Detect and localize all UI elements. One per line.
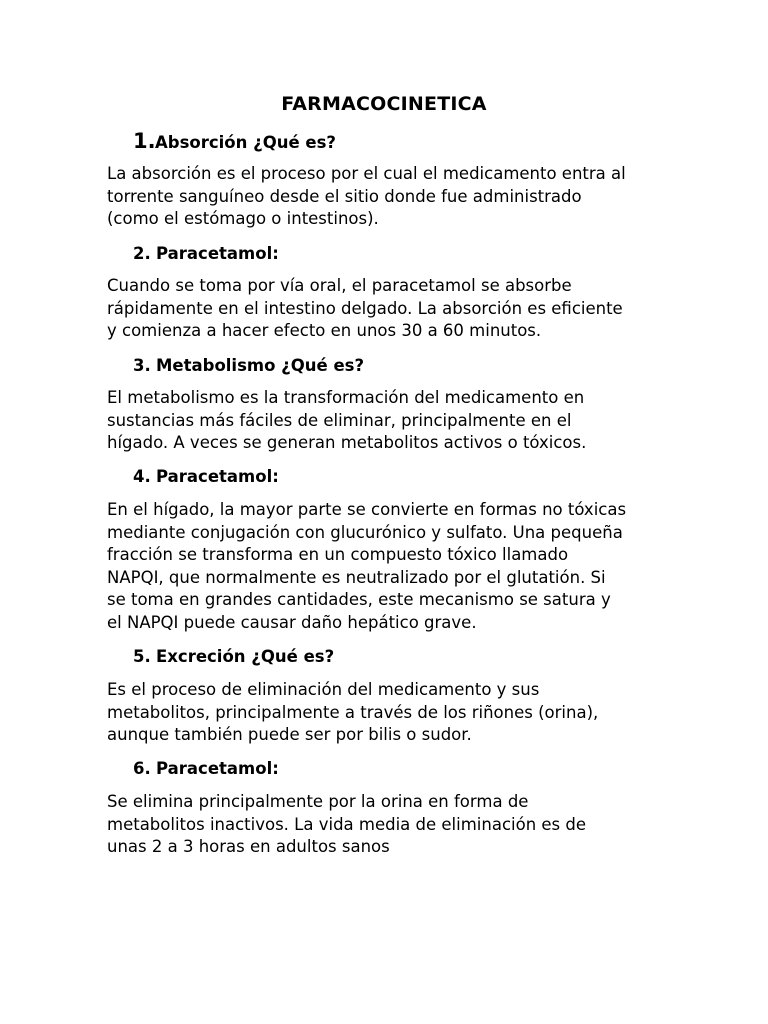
paragraph-line: sustancias más fáciles de eliminar, principalmente en el (107, 410, 572, 430)
paragraph-line: aunque también puede ser por bilis o sudor. (107, 725, 472, 745)
section-heading-metabolismo (133, 354, 364, 378)
paragraph-line: La absorción es el proceso por el cual el medicamento entra al (107, 164, 626, 183)
paragraph-line: Se elimina principalmente por la orina en forma de (107, 792, 529, 811)
section-number: 3. (133, 356, 151, 375)
paragraph-line: unas 2 a 3 horas en adultos sanos (107, 837, 390, 857)
paragraph-line: y comienza a hacer efecto en unos 30 a 60 minutos. (107, 321, 542, 341)
section-heading-paracetamol-metabolismo (133, 465, 279, 489)
document-title: FARMACOCINETICA (281, 93, 487, 115)
paragraph-line: hígado. A veces se generan metabolitos activos o tóxicos. (107, 433, 587, 453)
paragraph-line: fracción se transforma en un compuesto tóxico llamado (107, 545, 569, 565)
section-number: 5. (133, 647, 151, 666)
paragraph-line: mediante conjugación con glucurónico y sulfato. Una pequeña (107, 522, 623, 542)
section-paragraph-paracetamol-excrecion (107, 791, 667, 859)
section-heading-text: Absorción ¿Qué es? (155, 133, 337, 152)
paragraph-line: (como el estómago o intestinos). (107, 209, 379, 229)
paragraph-line: NAPQI, que normalmente es neutralizado por el glutatión. Si (107, 567, 606, 587)
section-heading-text: Paracetamol: (156, 759, 279, 778)
section-number: 6. (133, 759, 151, 778)
section-heading-text: Paracetamol: (156, 244, 279, 263)
section-paragraph-paracetamol-absorcion (107, 275, 667, 343)
section-heading-text: Paracetamol: (156, 467, 279, 486)
section-heading-text: Metabolismo ¿Qué es? (156, 356, 365, 375)
section-heading-paracetamol-absorcion (133, 242, 279, 266)
section-heading-text: Excreción ¿Qué es? (156, 647, 335, 666)
section-paragraph-metabolismo (107, 387, 667, 455)
section-heading-excrecion (133, 645, 334, 669)
section-heading-absorcion (133, 129, 336, 155)
paragraph-line: se toma en grandes cantidades, este mecanismo se satura y (107, 590, 611, 610)
paragraph-line: El metabolismo es la transformación del medicamento en (107, 388, 585, 407)
section-number: 2. (133, 244, 151, 263)
section-number: 1. (133, 129, 156, 153)
paragraph-line: rápidamente en el intestino delgado. La absorción es eficiente (107, 298, 623, 318)
section-heading-paracetamol-excrecion (133, 757, 279, 781)
paragraph-line: En el hígado, la mayor parte se convierte en formas no tóxicas (107, 500, 627, 519)
paragraph-line: Es el proceso de eliminación del medicamento y sus (107, 680, 540, 699)
paragraph-line: metabolitos inactivos. La vida media de eliminación es de (107, 814, 587, 834)
paragraph-line: metabolitos, principalmente a través de los riñones (orina), (107, 702, 599, 722)
paragraph-line: torrente sanguíneo desde el sitio donde fue administrado (107, 186, 582, 206)
section-paragraph-absorcion (107, 163, 667, 231)
paragraph-line: Cuando se toma por vía oral, el paracetamol se absorbe (107, 276, 572, 295)
section-paragraph-paracetamol-metabolismo (107, 499, 667, 635)
section-number: 4. (133, 467, 151, 486)
section-paragraph-excrecion (107, 679, 667, 747)
paragraph-line: el NAPQI puede causar daño hepático grave. (107, 612, 477, 632)
